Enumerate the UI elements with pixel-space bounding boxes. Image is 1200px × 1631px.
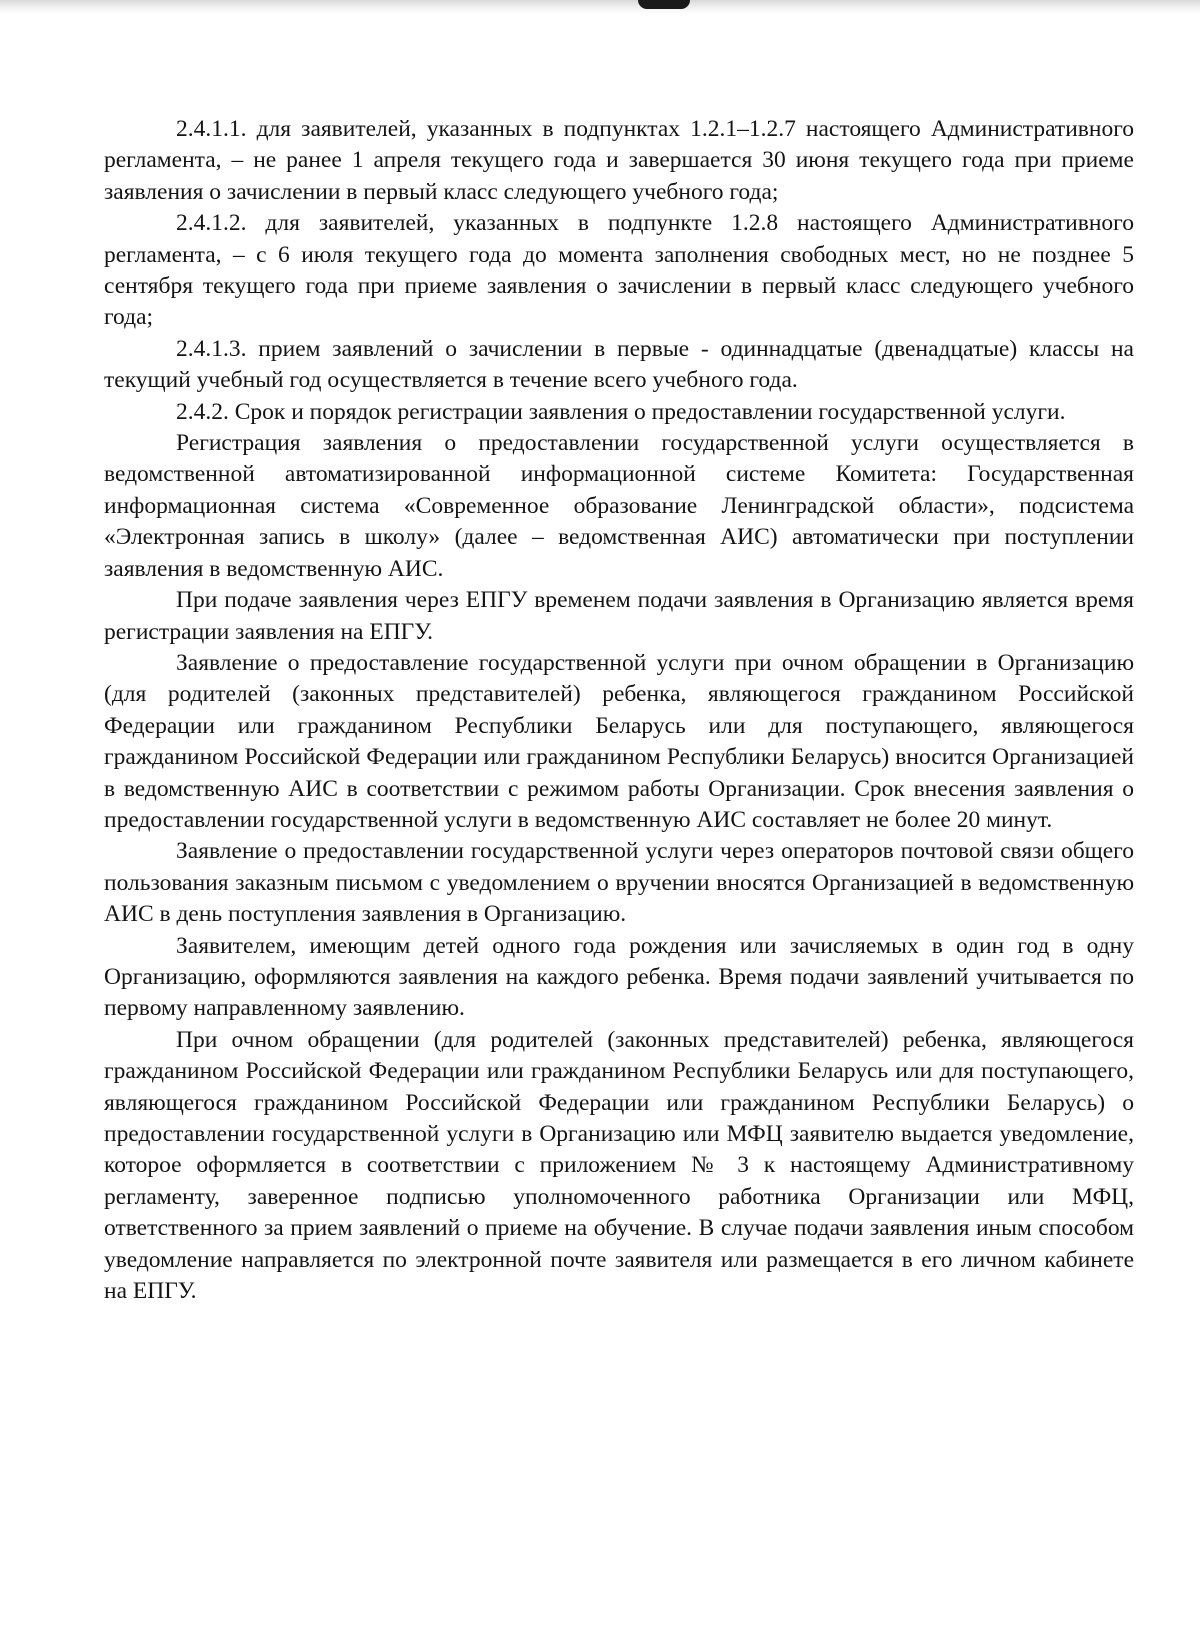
paragraph-notification: При очном обращении (для родителей (законных представителей) ребенка, являющегося гражданином Российской Федерации или гражданином Республики Беларусь или для поступающего, являющегося гражданином Российской Федерации или гражданином Республики Беларусь) о предоставлении государственной услуги в Организацию или МФЦ заявителю выдается уведомление, которое оформляется в соответствии с приложением № 3 к настоящему Административному регламенту, заверенное подписью уполномоченного работника Организации или МФЦ, ответственного за прием заявлений о приеме на обучение. В случае подачи заявления иным способом уведомление направляется по электронной почте заявителя или размещается в его личном кабинете на ЕПГУ. xyxy=(104,1026,1134,1305)
paragraph-in-person: Заявление о предоставление государственной услуги при очном обращении в Организацию (для родителей (законных представителей) ребенка, являющегося гражданином Российской Федерации или гражданином Республики Беларусь или для поступающего, являющегося гражданином Российской Федерации или гражданином Республики Беларусь) вносится Организацией в ведомственную АИС в соответствии с режимом работы Организации. Срок внесения заявления о предоставлении государственной услуги в ведомственную АИС составляет не более 20 минут. xyxy=(104,649,1134,833)
paragraph-epgu-time: При подаче заявления через ЕПГУ временем подачи заявления в Организацию является время регистрации заявления на ЕПГУ. xyxy=(104,587,1134,645)
paragraph-postal: Заявление о предоставлении государственной услуги через операторов почтовой связи общего пользования заказным письмом с уведомлением о вручении вносятся Организацией в ведомственную АИС в день поступления заявления в Организацию. xyxy=(104,838,1134,928)
document-body xyxy=(104,114,1134,1307)
paragraph-registration: Регистрация заявления о предоставлении государственной услуги осуществляется в ведомственной автоматизированной информационной системе Комитета: Государственная информационная система «Современное образование Ленинградской области», подсистема «Электронная запись в школу» (далее – ведомственная АИС) автоматически при поступлении заявления в ведомственную АИС. xyxy=(104,430,1134,582)
paragraph-2-4-2: 2.4.2. Срок и порядок регистрации заявления о предоставлении государственной услуги. xyxy=(176,398,1066,425)
scan-edge-artifact xyxy=(0,0,1200,14)
scan-mark xyxy=(638,0,690,9)
paragraph-2-4-1-3: 2.4.1.3. прием заявлений о зачислении в первые - одиннадцатые (двенадцатые) классы на текущий учебный год осуществляется в течение всего учебного года. xyxy=(104,335,1134,394)
paragraph-2-4-1-2: 2.4.1.2. для заявителей, указанных в подпункте 1.2.8 настоящего Административного регламента, – с 6 июля текущего года до момента заполнения свободных мест, но не позднее 5 сентября текущего года при приеме заявления о зачислении в первый класс следующего учебного года; xyxy=(104,210,1134,331)
paragraph-multiple-children: Заявителем, имеющим детей одного года рождения или зачисляемых в один год в одну Организацию, оформляются заявления на каждого ребенка. Время подачи заявлений учитывается по первому направленному заявлению. xyxy=(104,932,1134,1022)
paragraph-2-4-1-1: 2.4.1.1. для заявителей, указанных в подпунктах 1.2.1–1.2.7 настоящего Административного регламента, – не ранее 1 апреля текущего года и завершается 30 июня текущего года при приеме заявления о зачислении в первый класс следующего учебного года; xyxy=(104,116,1134,205)
